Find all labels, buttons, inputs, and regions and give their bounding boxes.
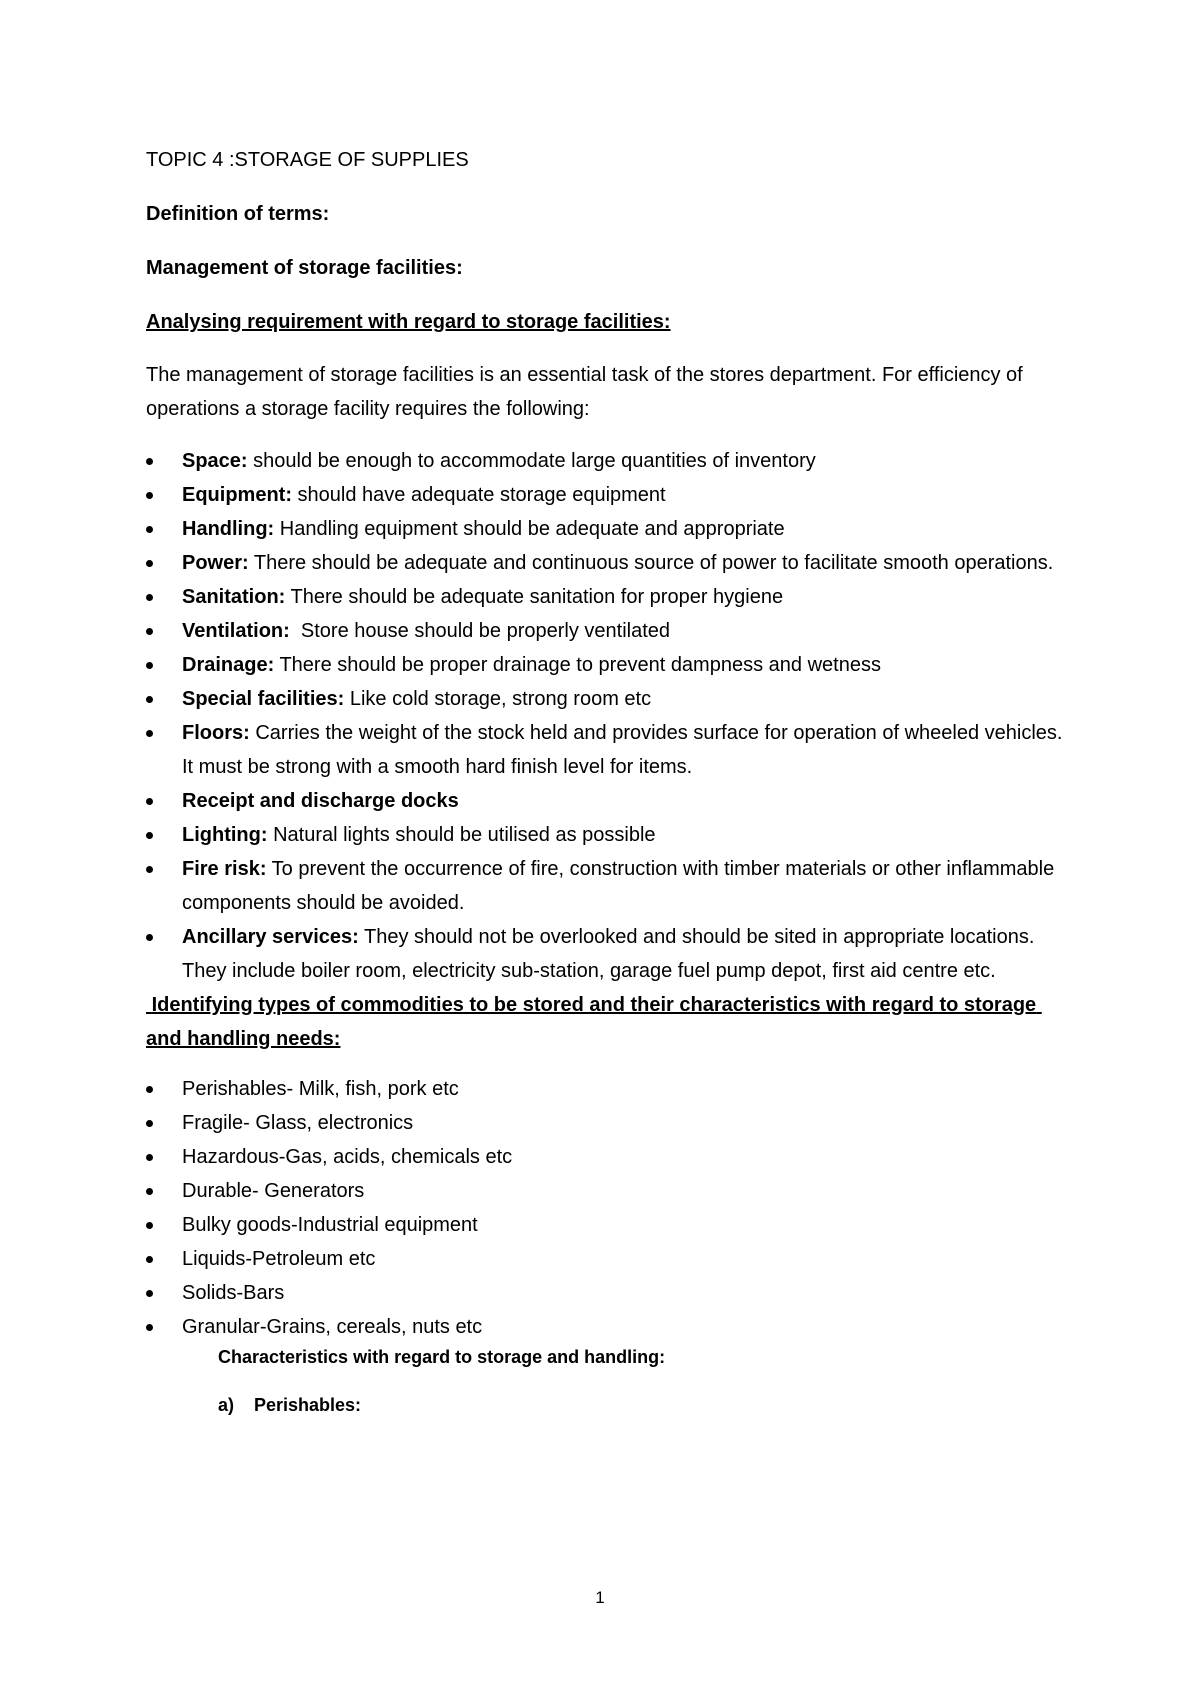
- list-item: [146, 1208, 1066, 1242]
- bullet-icon: [146, 1086, 153, 1093]
- requirement-text: Natural lights should be utilised as possible: [267, 824, 656, 846]
- sub-item-letter: a): [218, 1395, 235, 1415]
- list-item: [146, 1242, 1066, 1276]
- commodity-text: Solids-Bars: [182, 1282, 285, 1304]
- requirement-term: Ventilation:: [182, 620, 290, 642]
- requirement-text: Handling equipment should be adequate and appropriate: [274, 518, 785, 540]
- commodities-list: [146, 1072, 1066, 1344]
- list-item: [146, 716, 1066, 784]
- bullet-icon: [146, 458, 153, 465]
- bullet-icon: [146, 628, 153, 635]
- requirement-text: Carries the weight of the stock held and provides surface for operation of wheeled vehicles. It must be strong with a smooth hard finish level for items.: [182, 722, 1063, 778]
- commodity-text: Hazardous-Gas, acids, chemicals etc: [182, 1146, 513, 1168]
- bullet-icon: [146, 1290, 153, 1297]
- sub-item-label: Perishables:: [254, 1395, 362, 1415]
- bullet-icon: [146, 1324, 153, 1331]
- requirement-term: Floors:: [182, 722, 250, 744]
- bullet-icon: [146, 696, 153, 703]
- requirement-term: Equipment:: [182, 484, 292, 506]
- commodity-text: Fragile- Glass, electronics: [182, 1112, 414, 1134]
- commodity-text: Perishables- Milk, fish, pork etc: [182, 1078, 459, 1100]
- requirement-term: Special facilities:: [182, 688, 345, 710]
- requirement-term: Lighting:: [182, 824, 268, 846]
- requirement-text: To prevent the occurrence of fire, construction with timber materials or other inflammable components should be avoided.: [182, 858, 1055, 914]
- requirement-text: There should be adequate sanitation for proper hygiene: [285, 586, 784, 608]
- list-item: [146, 512, 1066, 546]
- requirement-term: Power:: [182, 552, 249, 574]
- requirement-text: Like cold storage, strong room etc: [344, 688, 652, 710]
- bullet-icon: [146, 492, 153, 499]
- requirement-term: Sanitation:: [182, 586, 286, 608]
- requirement-term: Receipt and discharge docks: [182, 790, 459, 812]
- commodity-text: Liquids-Petroleum etc: [182, 1248, 376, 1270]
- requirements-list: [146, 444, 1066, 988]
- list-item: [146, 1106, 1066, 1140]
- requirement-term: Drainage:: [182, 654, 275, 676]
- list-item: [146, 1310, 1066, 1344]
- bullet-icon: [146, 662, 153, 669]
- list-item: [146, 1072, 1066, 1106]
- requirement-text: should be enough to accommodate large quantities of inventory: [247, 450, 816, 472]
- commodity-text: Bulky goods-Industrial equipment: [182, 1214, 478, 1236]
- list-item: [146, 920, 1066, 988]
- bullet-icon: [146, 1120, 153, 1127]
- list-item: [146, 648, 1066, 682]
- management-heading: Management of storage facilities:: [146, 257, 463, 279]
- requirement-text: They should not be overlooked and should be sited in appropriate locations. They include boiler room, electricity sub-station, garage fuel pump depot, first aid centre etc.: [182, 926, 1035, 982]
- bullet-icon: [146, 730, 153, 737]
- sub-item-perishables: [218, 1392, 1066, 1418]
- bullet-icon: [146, 560, 153, 567]
- list-item: [146, 444, 1066, 478]
- list-item: [146, 1276, 1066, 1310]
- bullet-icon: [146, 1188, 153, 1195]
- commodity-text: Granular-Grains, cereals, nuts etc: [182, 1316, 483, 1338]
- list-item: [146, 1140, 1066, 1174]
- list-item: [146, 682, 1066, 716]
- definition-heading: Definition of terms:: [146, 203, 330, 225]
- page-title: TOPIC 4 :STORAGE OF SUPPLIES: [146, 149, 469, 171]
- list-item: [146, 818, 1066, 852]
- bullet-icon: [146, 526, 153, 533]
- page-number: 1: [595, 1588, 605, 1607]
- bullet-icon: [146, 1222, 153, 1229]
- list-item: [146, 1174, 1066, 1208]
- bullet-icon: [146, 798, 153, 805]
- list-item: [146, 478, 1066, 512]
- requirement-text: There should be adequate and continuous source of power to facilitate smooth operations.: [248, 552, 1054, 574]
- bullet-icon: [146, 1154, 153, 1161]
- list-item: [146, 580, 1066, 614]
- identifying-heading: Identifying types of commodities to be stored and their characteristics with regard to storage and handling needs:: [146, 994, 1042, 1050]
- requirement-term: Ancillary services:: [182, 926, 359, 948]
- bullet-icon: [146, 832, 153, 839]
- requirement-text: Store house should be properly ventilated: [289, 620, 671, 642]
- list-item: [146, 614, 1066, 648]
- commodity-text: Durable- Generators: [182, 1180, 365, 1202]
- bullet-icon: [146, 594, 153, 601]
- list-item: [146, 784, 1066, 818]
- requirement-term: Fire risk:: [182, 858, 267, 880]
- requirement-term: Handling:: [182, 518, 275, 540]
- characteristics-heading: Characteristics with regard to storage and handling:: [218, 1347, 666, 1367]
- intro-paragraph: The management of storage facilities is an essential task of the stores department. For efficiency of operations a storage facility requires the following:: [146, 364, 1023, 420]
- bullet-icon: [146, 866, 153, 873]
- analysing-heading: Analysing requirement with regard to storage facilities:: [146, 311, 671, 333]
- page-content: [146, 146, 1066, 1418]
- list-item: [146, 546, 1066, 580]
- list-item: [146, 852, 1066, 920]
- requirement-text: should have adequate storage equipment: [292, 484, 666, 506]
- requirement-term: Space:: [182, 450, 248, 472]
- requirement-text: There should be proper drainage to prevent dampness and wetness: [274, 654, 881, 676]
- bullet-icon: [146, 1256, 153, 1263]
- bullet-icon: [146, 934, 153, 941]
